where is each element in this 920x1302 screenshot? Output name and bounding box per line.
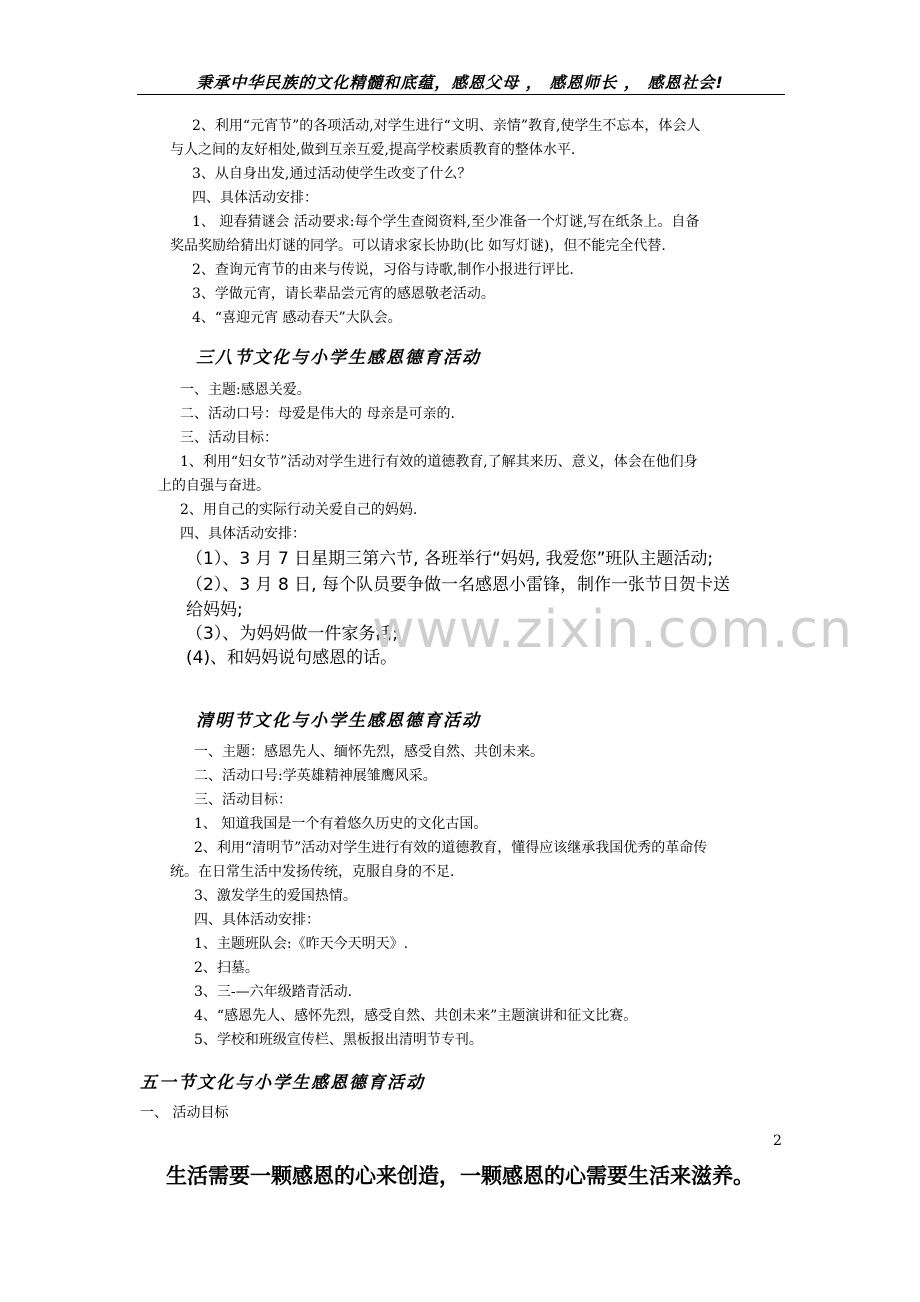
- header-divider: [137, 94, 785, 95]
- body-line-large: (4)、和妈妈说句感恩的话。: [186, 648, 398, 668]
- body-line: 1、 迎春猜谜会 活动要求:每个学生查阅资料,至少准备一个灯谜,写在纸条上。自备: [192, 214, 700, 230]
- body-line: 2、利用“元宵节”的各项活动,对学生进行“文明、亲情”教育,使学生不忘本，体会人: [192, 118, 701, 134]
- body-line-large: （1）、3 月 7 日星期三第六节, 各班举行“妈妈, 我爱您”班队主题活动;: [186, 549, 714, 569]
- body-line: 统。在日常生活中发扬传统，克服自身的不足.: [170, 864, 455, 880]
- body-line: 四、具体活动安排：: [194, 912, 320, 928]
- body-line: 1、 知道我国是一个有着悠久历史的文化古国。: [194, 816, 488, 832]
- body-line: 1、利用“妇女节”活动对学生进行有效的道德教育,了解其来历、意义，体会在他们身: [180, 454, 698, 470]
- body-line: 奖品奖励给猜出灯谜的同学。可以请求家长协助(比 如写灯谜)，但不能完全代替.: [170, 238, 666, 254]
- section-heading-wuyi: 五一节文化与小学生感恩德育活动: [140, 1073, 425, 1093]
- body-line: 三、活动目标：: [180, 430, 278, 446]
- body-line: 三、活动目标：: [194, 792, 292, 808]
- body-line: 5、学校和班级宣传栏、黑板报出清明节专刊。: [194, 1032, 483, 1048]
- body-line: 2、查询元宵节的由来与传说，习俗与诗歌,制作小报进行评比.: [192, 262, 574, 278]
- section-heading-sanba: 三八节文化与小学生感恩德育活动: [196, 348, 481, 368]
- page-footer-motto: 生活需要一颗感恩的心来创造，一颗感恩的心需要生活来滋养。: [166, 1164, 754, 1188]
- body-line: 四、具体活动安排：: [192, 190, 318, 206]
- section-heading-qingming: 清明节文化与小学生感恩德育活动: [196, 711, 481, 731]
- body-line: 与人之间的友好相处,做到互亲互爱,提高学校素质教育的整体水平.: [170, 142, 576, 158]
- body-line: 二、活动口号：母爱是伟大的 母亲是可亲的.: [180, 406, 455, 422]
- page-number: 2: [773, 1133, 782, 1149]
- body-line: 3、学做元宵，请长辈品尝元宵的感恩敬老活动。: [192, 286, 495, 302]
- body-line: 一、 活动目标: [140, 1105, 229, 1121]
- body-line: 上的自强与奋进。: [158, 478, 270, 494]
- body-line: 一、主题：感恩先人、缅怀先烈，感受自然、共创未来。: [194, 744, 544, 760]
- body-line: 4、“感恩先人、感怀先烈，感受自然、共创未来”主题演讲和征文比赛。: [194, 1008, 638, 1024]
- body-line: 4、“喜迎元宵 感动春天”大队会。: [192, 310, 402, 326]
- body-line: 一、主题:感恩关爱。: [180, 382, 311, 398]
- body-line-large: （3）、为妈妈做一件家务活;: [186, 624, 399, 644]
- body-line-large: （2）、3 月 8 日, 每个队员要争做一名感恩小雷锋，制作一张节日贺卡送: [186, 575, 730, 595]
- body-line: 二、活动口号:学英雄精神展雏鹰风采。: [194, 768, 437, 784]
- body-line: 3、激发学生的爱国热情。: [194, 888, 357, 904]
- body-line: 四、具体活动安排：: [180, 526, 306, 542]
- body-line-large: 给妈妈;: [186, 600, 243, 620]
- body-line: 1、主题班队会:《昨天今天明天》.: [194, 936, 409, 952]
- body-line: 3、三-—六年级踏青活动.: [194, 984, 353, 1000]
- body-line: 2、扫墓。: [194, 960, 259, 976]
- body-line: 2、用自己的实际行动关爱自己的妈妈.: [180, 502, 418, 518]
- site-watermark: www.zixin.com.cn: [372, 600, 853, 660]
- body-line: 3、从自身出发,通过活动使学生改变了什么？: [192, 166, 472, 182]
- body-line: 2、利用“清明节”活动对学生进行有效的道德教育，懂得应该继承我国优秀的革命传: [194, 840, 708, 856]
- page-header-motto: 秉承中华民族的文化精髓和底蕴，感恩父母 ， 感恩师长 ， 感恩社会!: [196, 73, 724, 92]
